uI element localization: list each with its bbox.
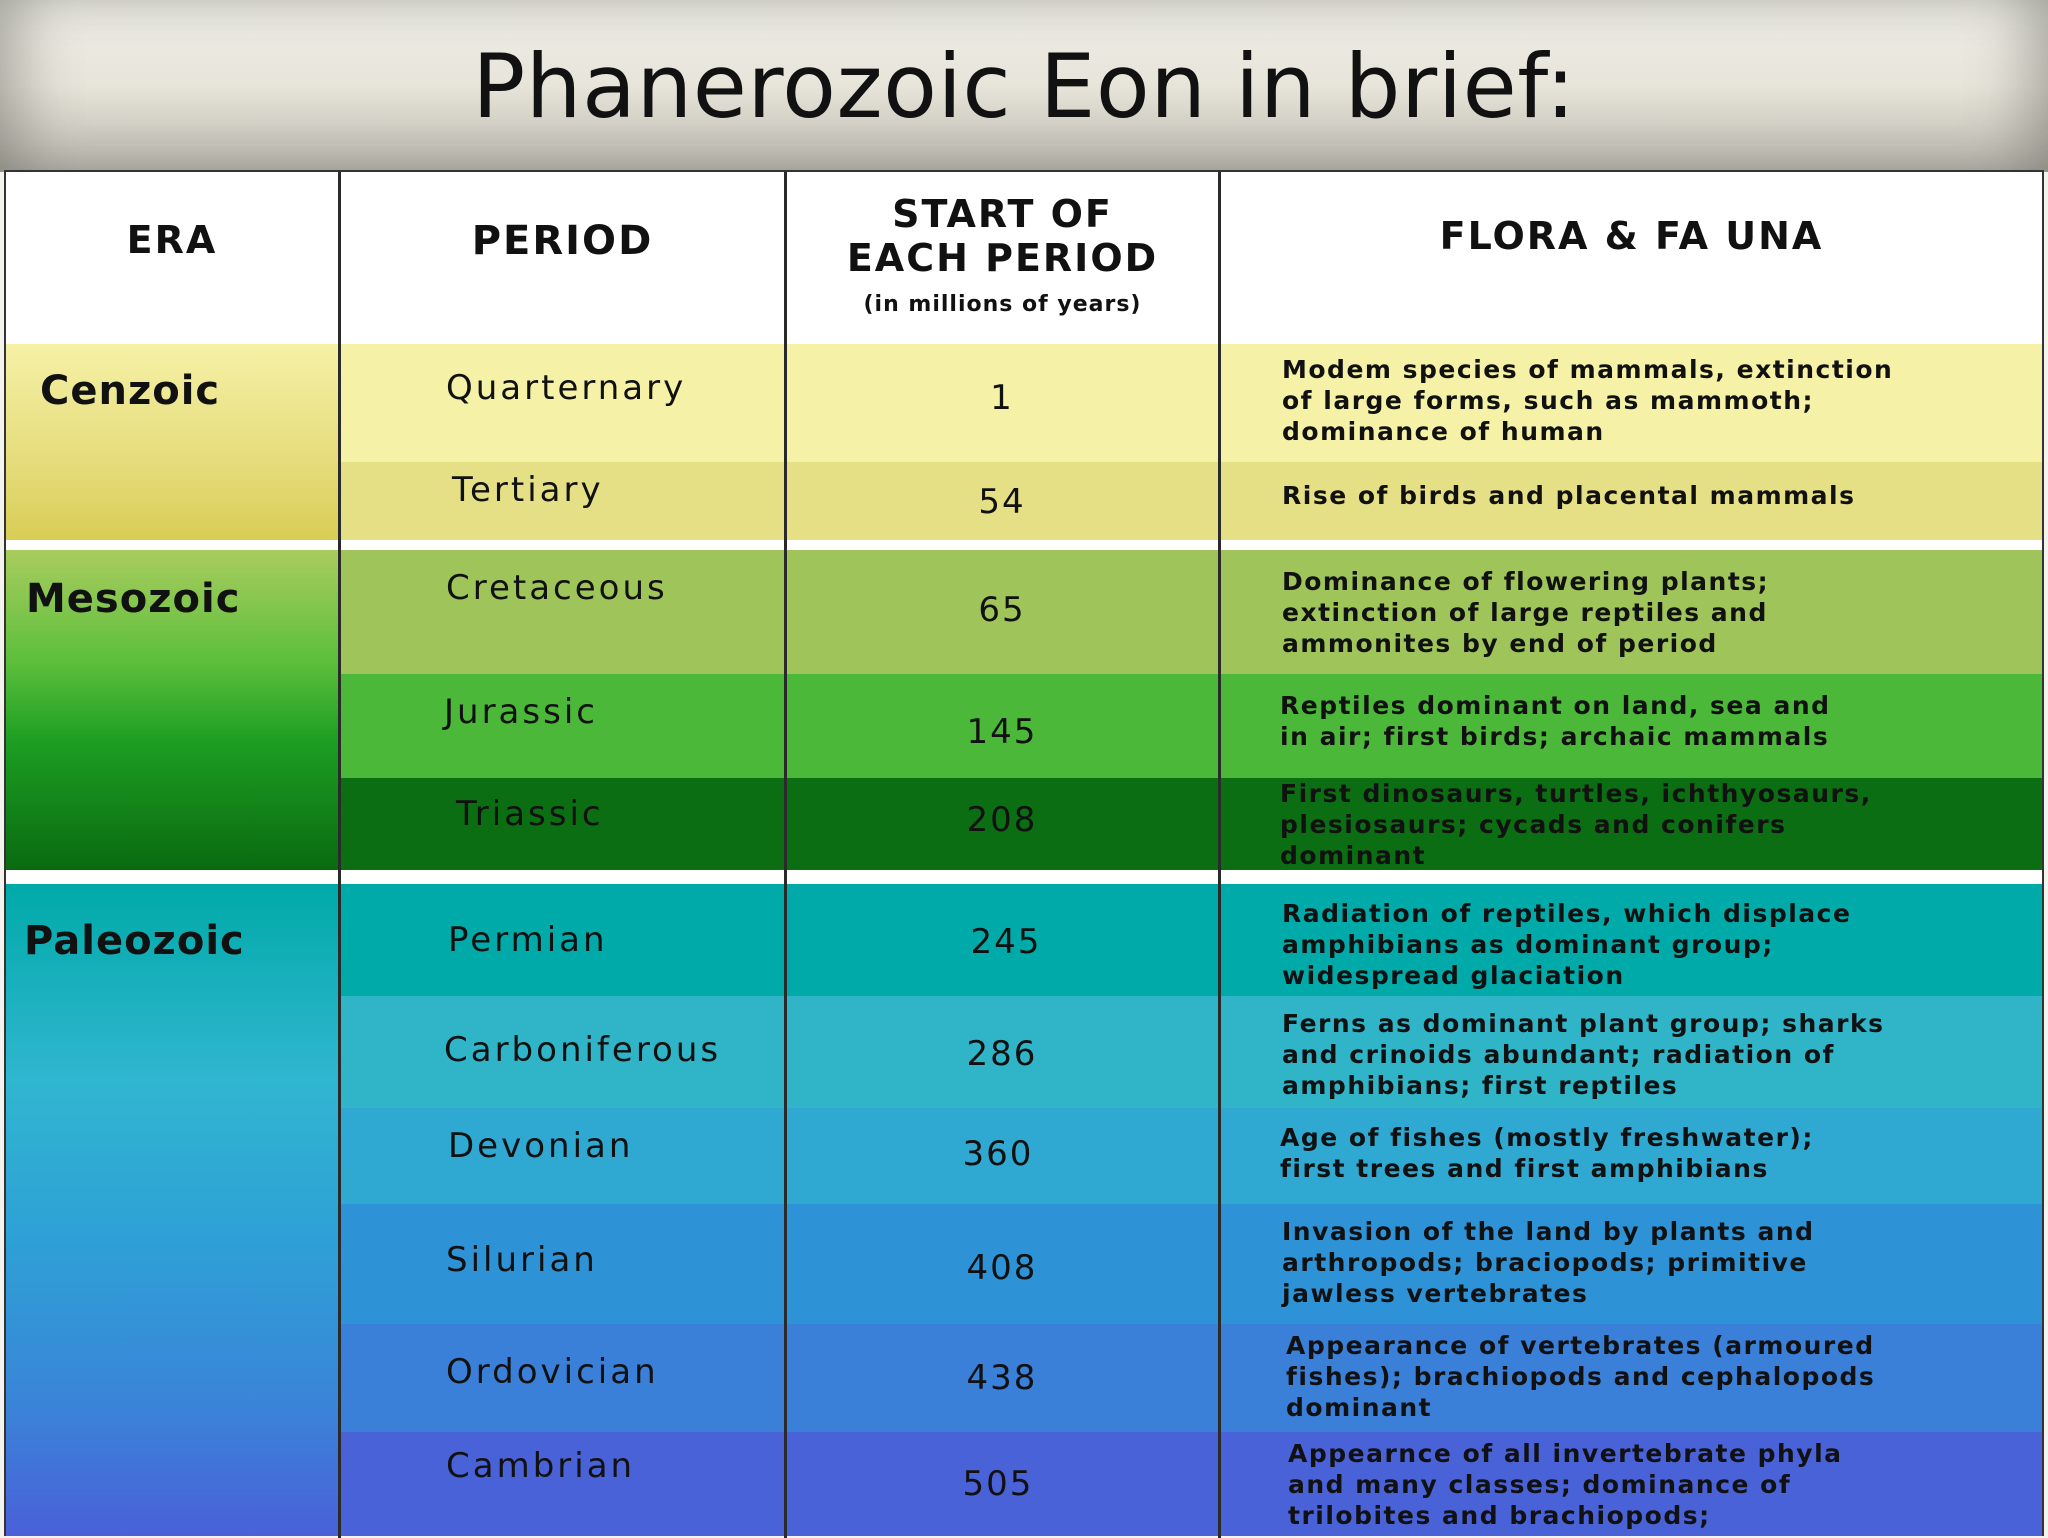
period-start: 245 — [970, 922, 1042, 962]
description-line: fishes); brachiopods and cephalopods — [1286, 1362, 1876, 1391]
period-description — [1288, 1438, 2028, 1531]
period-name: Quarternary — [446, 368, 687, 408]
slide-title: Phanerozoic Eon in brief: — [472, 35, 1576, 138]
description-line: Dominance of flowering plants; — [1282, 567, 1770, 596]
period-description — [1282, 566, 2022, 659]
period-start: 145 — [966, 712, 1038, 752]
era-label-cenzoic: Cenzoic — [40, 368, 221, 414]
period-name: Silurian — [446, 1240, 598, 1280]
period-start: 65 — [978, 590, 1026, 630]
period-start: 54 — [978, 482, 1026, 522]
description-line: Modem species of mammals, extinction — [1282, 355, 1894, 384]
description-line: Age of fishes (mostly freshwater); — [1280, 1123, 1814, 1152]
description-line: dominant — [1286, 1393, 1433, 1422]
period-start: 408 — [966, 1248, 1038, 1288]
period-start: 208 — [966, 800, 1038, 840]
description-line: widespread glaciation — [1282, 961, 1625, 990]
description-line: and many classes; dominance of — [1288, 1470, 1792, 1499]
description-line: dominant — [1280, 841, 1427, 870]
description-line: and crinoids abundant; radiation of — [1282, 1040, 1835, 1069]
description-line: jawless vertebrates — [1282, 1279, 1589, 1308]
period-name: Cambrian — [446, 1446, 636, 1486]
period-name: Carboniferous — [444, 1030, 722, 1070]
description-line: Rise of birds and placental mammals — [1282, 481, 1856, 510]
period-description — [1280, 690, 2020, 752]
column-rule — [338, 172, 341, 1538]
period-description — [1282, 480, 2022, 511]
period-name: Cretaceous — [446, 568, 668, 608]
period-start: 286 — [966, 1034, 1038, 1074]
description-line: Appearnce of all invertebrate phyla — [1288, 1439, 1843, 1468]
description-line: First dinosaurs, turtles, ichthyosaurs, — [1280, 779, 1872, 808]
description-line: in air; first birds; archaic mammals — [1280, 722, 1830, 751]
era-bg-paleozoic — [6, 884, 340, 1536]
period-start: 360 — [962, 1134, 1034, 1174]
period-description — [1286, 1330, 2026, 1423]
period-start: 438 — [966, 1358, 1038, 1398]
header-start-note: (in millions of years) — [863, 292, 1142, 317]
header-period: PERIOD — [471, 218, 654, 264]
phanerozoic-table — [4, 170, 2044, 1536]
description-line: plesiosaurs; cycads and conifers — [1280, 810, 1787, 839]
description-line: Invasion of the land by plants and — [1282, 1217, 1815, 1246]
description-line: Radiation of reptiles, which displace — [1282, 899, 1852, 928]
description-line: Reptiles dominant on land, sea and — [1280, 691, 1831, 720]
description-line: extinction of large reptiles and — [1282, 598, 1768, 627]
era-label-paleozoic: Paleozoic — [24, 918, 245, 964]
period-name: Permian — [448, 920, 608, 960]
header-start-line2: EACH PERIOD — [846, 236, 1159, 280]
description-line: first trees and first amphibians — [1280, 1154, 1769, 1183]
period-description — [1280, 778, 2020, 871]
period-description — [1282, 1008, 2022, 1101]
description-line: Appearance of vertebrates (armoured — [1286, 1331, 1875, 1360]
header-start-line1: START OF — [892, 192, 1113, 236]
period-name: Ordovician — [446, 1352, 659, 1392]
description-line: amphibians as dominant group; — [1282, 930, 1774, 959]
period-name: Triassic — [456, 794, 604, 834]
header-flora-fauna: FLORA & FA UNA — [1439, 214, 1824, 258]
description-line: ammonites by end of period — [1282, 629, 1718, 658]
era-separator — [6, 870, 2042, 884]
header-era: ERA — [126, 218, 218, 262]
period-name: Tertiary — [452, 470, 604, 510]
era-separator — [6, 540, 2042, 550]
period-description — [1282, 1216, 2022, 1309]
period-description — [1282, 354, 2022, 447]
description-line: Ferns as dominant plant group; sharks — [1282, 1009, 1885, 1038]
period-name: Jurassic — [444, 692, 598, 732]
period-description — [1282, 898, 2022, 991]
description-line: dominance of human — [1282, 417, 1605, 446]
description-line: amphibians; first reptiles — [1282, 1071, 1679, 1100]
era-label-mesozoic: Mesozoic — [26, 576, 241, 622]
period-start: 505 — [962, 1464, 1034, 1504]
column-rule — [1218, 172, 1221, 1538]
period-start: 1 — [990, 378, 1014, 418]
description-line: of large forms, such as mammoth; — [1282, 386, 1814, 415]
description-line: trilobites and brachiopods; — [1288, 1501, 1711, 1530]
period-description — [1280, 1122, 2020, 1184]
column-rule — [784, 172, 787, 1538]
period-name: Devonian — [448, 1126, 634, 1166]
description-line: arthropods; braciopods; primitive — [1282, 1248, 1808, 1277]
